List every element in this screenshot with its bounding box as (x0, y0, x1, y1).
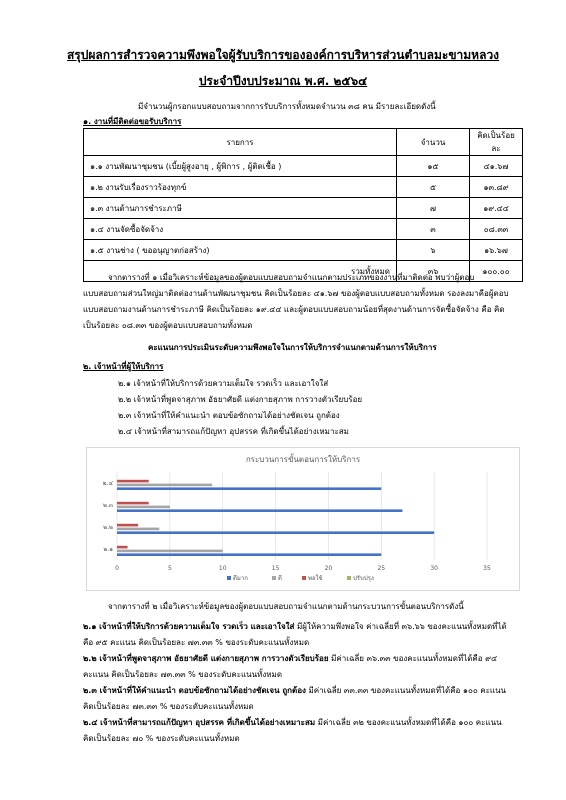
chart-bar (117, 502, 149, 505)
chart-y-tick-label: ๒.๔ (102, 480, 113, 487)
chart-legend-label: ดีมาก (233, 575, 248, 582)
paragraph1-line1: จากตารางที่ ๑ เมื่อวิเคราะห์ข้อมูลของผู้ตอบแบบสอบถามจำแนกตามประเภทของงานที่มาติดต่อ พบว่าผู้ตอบ (108, 273, 475, 282)
chart-y-tick-label: ๒.๓ (103, 502, 113, 509)
finding-4-line2: คิดเป็นร้อยละ ๗๐ % ของระดับคะแนนทั้งหมด (83, 734, 240, 743)
paragraph1-line3: แบบสอบถามงานด้านการชำระภาษี คิดเป็นร้อยละ ๑๙.๔๔ และผู้ตอบแบบสอบถามน้อยที่สุดงานด้านการจัดซื้อจัดจ้าง คือ คิด (83, 305, 505, 314)
table-header-percent: คิดเป็นร้อยละ (470, 129, 523, 156)
table-cell-percent: ๑๓.๘๙ (470, 177, 523, 198)
finding-2-line1 (83, 652, 497, 665)
table-header-row (84, 129, 523, 156)
finding-1-heading: ๒.๑ เจ้าหน้าที่ให้บริการด้วยความเต็มใจ รวดเร็ว และเอาใจใส่ (83, 622, 295, 631)
table-cell-count: ๑๕ (397, 156, 470, 177)
table-cell-percent: ๑๙.๔๔ (470, 198, 523, 219)
table-cell-item: ๑.๒ งานรับเรื่องราวร้องทุกข์ (84, 177, 397, 198)
bar-chart-svg (87, 448, 519, 590)
table-cell-percent: ๑๖.๖๗ (470, 240, 523, 261)
table-row (84, 240, 523, 261)
service-summary-table (83, 128, 523, 282)
table-row (84, 156, 523, 177)
table-cell-count: ๓ (397, 219, 470, 240)
chart-y-tick-label: ๒.๑ (103, 546, 113, 553)
table-header-count: จำนวน (397, 129, 470, 156)
chart-x-tick-label: 5 (167, 565, 172, 572)
finding-4-detail: มีค่าเฉลี่ย ๓๒ ของคะแนนทั้งหมดที่ได้คือ ๑๐๐ คะแนน (315, 718, 502, 727)
service-process-chart (86, 447, 520, 591)
table-total-label: รวมทั้งหมด (84, 261, 397, 282)
finding-3-line1 (83, 684, 506, 697)
chart-legend-swatch (302, 576, 306, 580)
table-row (84, 198, 523, 219)
chart-x-tick-label: 30 (430, 565, 438, 572)
chart-x-tick-label: 20 (324, 565, 333, 572)
finding-2-detail: มีค่าเฉลี่ย ๓๖.๓๓ ของคะแนนทั้งหมดที่ได้คือ ๙๔ (328, 654, 498, 663)
chart-legend-swatch (227, 576, 231, 580)
table-row (84, 177, 523, 198)
table-cell-count: ๕ (397, 177, 470, 198)
section2-heading: ๒. เจ้าหน้าที่ผู้ให้บริการ (83, 362, 164, 371)
finding-2-heading: ๒.๒ เจ้าหน้าที่พูดจาสุภาพ อัธยาศัยดี แต่งกายสุภาพ การวางตัวเรียบร้อย (83, 654, 329, 663)
table-row (84, 219, 523, 240)
table-cell-item: ๑.๕ งานช่าง ( ขออนุญาตก่อสร้าง) (84, 240, 397, 261)
table-total-percent: ๑๐๐.๐๐ (470, 261, 523, 282)
chart-title: กระบวนการขั้นตอนการให้บริการ (245, 455, 361, 464)
chart-x-tick-label: 35 (483, 565, 491, 572)
intro-text: มีจำนวนผู้กรอกแบบสอบถามจากการรับบริการทั้งหมดจำนวน ๓๘ คน มีรายละเอียดดังนี้ (138, 102, 436, 111)
table-cell-percent: ๔๑.๖๗ (470, 156, 523, 177)
table-cell-item: ๑.๓ งานด้านการชำระภาษี (84, 198, 397, 219)
chart-bar (117, 487, 381, 490)
chart-x-tick-label: 15 (271, 565, 280, 572)
chart-x-tick-labels (115, 565, 491, 572)
finding-4-line1 (83, 716, 502, 729)
table-cell-item: ๑.๑ งานพัฒนาชุมชน (เบี้ยผู้สูงอายุ , ผู้พิการ , ผู้ติดเชื้อ ) (84, 156, 397, 177)
chart-bar (117, 524, 138, 527)
chart-y-tick-label: ๒.๒ (103, 524, 113, 531)
chart-legend-label: พอใช้ (308, 575, 323, 582)
table-total-count: ๓๖ (397, 261, 470, 282)
chart-bar (117, 550, 223, 553)
chart-legend-label: ปรับปรุง (353, 575, 374, 582)
finding-3-line2: คิดเป็นร้อยละ ๗๓.๓๓ % ของระดับคะแนนทั้งหมด (83, 702, 254, 711)
chart-bar (117, 553, 381, 556)
section2-item: ๒.๑ เจ้าหน้าที่ให้บริการด้วยความเต็มใจ รวดเร็ว และเอาใจใส่ (118, 379, 329, 388)
chart-y-tick-labels (103, 480, 114, 553)
finding-4-heading: ๒.๔ เจ้าหน้าที่สามารถแก้ปัญหา อุปสรรค ที่เกิดขึ้นได้อย่างเหมาะสม (83, 718, 316, 727)
chart-bar (117, 506, 170, 509)
chart-x-tick-label: 0 (115, 565, 119, 572)
table-cell-count: ๖ (397, 240, 470, 261)
section1-heading: ๑. งานที่มีติดต่อขอรับบริการ (83, 117, 182, 126)
chart-legend-label: ดี (278, 575, 282, 582)
chart-legend-swatch (272, 576, 276, 580)
finding-3-detail: มีค่าเฉลี่ย ๓๓.๓๓ ของคะแนนทั้งหมดที่ได้คือ ๑๐๐ คะแนน (305, 686, 507, 695)
chart-bar (117, 546, 128, 549)
chart-x-tick-label: 25 (377, 565, 386, 572)
table-header-item: รายการ (84, 129, 397, 156)
finding-2-line2: คะแนน คิดเป็นร้อยละ ๗๓.๓๓ % ของระดับคะแนนทั้งหมด (83, 670, 283, 679)
report-subtitle-year: ประจำปีงบประมาณ พ.ศ. ๒๕๖๔ (198, 74, 368, 88)
chart-legend (227, 574, 374, 582)
chart-bar (117, 484, 212, 487)
paragraph1-line2: แบบสอบถามส่วนใหญ่มาติดต่องานด้านพัฒนาชุมชน คิดเป็นร้อยละ ๔๑.๖๗ ของผู้ตอบแบบสอบถามทั้งหมด รองลงมาคือผู้ตอบ (83, 289, 509, 298)
section2-item: ๒.๒ เจ้าหน้าที่พูดจาสุภาพ อัธยาศัยดี แต่งกายสุภาพ การวางตัวเรียบร้อย (118, 395, 363, 404)
satisfaction-subtitle: คะแนนการประเมินระดับความพึงพอใจในการให้บริการจำแนกตามด้านการให้บริการ (148, 343, 437, 352)
chart-bar (117, 509, 402, 512)
finding-1-line1 (83, 620, 507, 633)
report-title: สรุปผลการสำรวจความพึงพอใจผู้รับบริการขององค์การบริหารส่วนตำบลมะขามหลวง (66, 48, 500, 62)
finding-1-line2: คือ ๙๕ คะแนน คิดเป็นร้อยละ ๗๓.๓๓ % ของระดับคะแนนทั้งหมด (83, 638, 310, 647)
chart-bar (117, 480, 149, 483)
section2-item: ๒.๔ เจ้าหน้าที่สามารถแก้ปัญหา อุปสรรค ที่เกิดขึ้นได้อย่างเหมาะสม (118, 427, 349, 436)
chart-legend-swatch (347, 576, 351, 580)
table-cell-item: ๑.๔ งานจัดซื้อจัดจ้าง (84, 219, 397, 240)
chart-bar (117, 531, 434, 534)
finding-1-detail: มีผู้ให้ความพึงพอใจ ค่าเฉลี่ยที่ ๓๖.๖๖ ของคะแนนทั้งหมดที่ได้ (294, 622, 507, 631)
section2-item: ๒.๓ เจ้าหน้าที่ให้คำแนะนำ ตอบข้อซักถามได้อย่างชัดเจน ถูกต้อง (118, 411, 340, 420)
table-cell-percent: ๐๘.๓๓ (470, 219, 523, 240)
paragraph2: จากตารางที่ ๒ เมื่อวิเคราะห์ข้อมูลของผู้ตอบแบบสอบถามจำแนกตามด้านกระบวนการขั้นตอนบริการดังนี้ (108, 602, 464, 611)
finding-3-heading: ๒.๓ เจ้าหน้าที่ให้คำแนะนำ ตอบข้อซักถามได้อย่างชัดเจน ถูกต้อง (83, 686, 306, 695)
chart-bar (117, 528, 159, 531)
table-cell-count: ๗ (397, 198, 470, 219)
chart-x-tick-label: 10 (218, 565, 227, 572)
paragraph1-line4: เป็นร้อยละ ๐๘.๓๓ ของผู้ตอบแบบสอบถามทั้งหมด (83, 321, 253, 330)
